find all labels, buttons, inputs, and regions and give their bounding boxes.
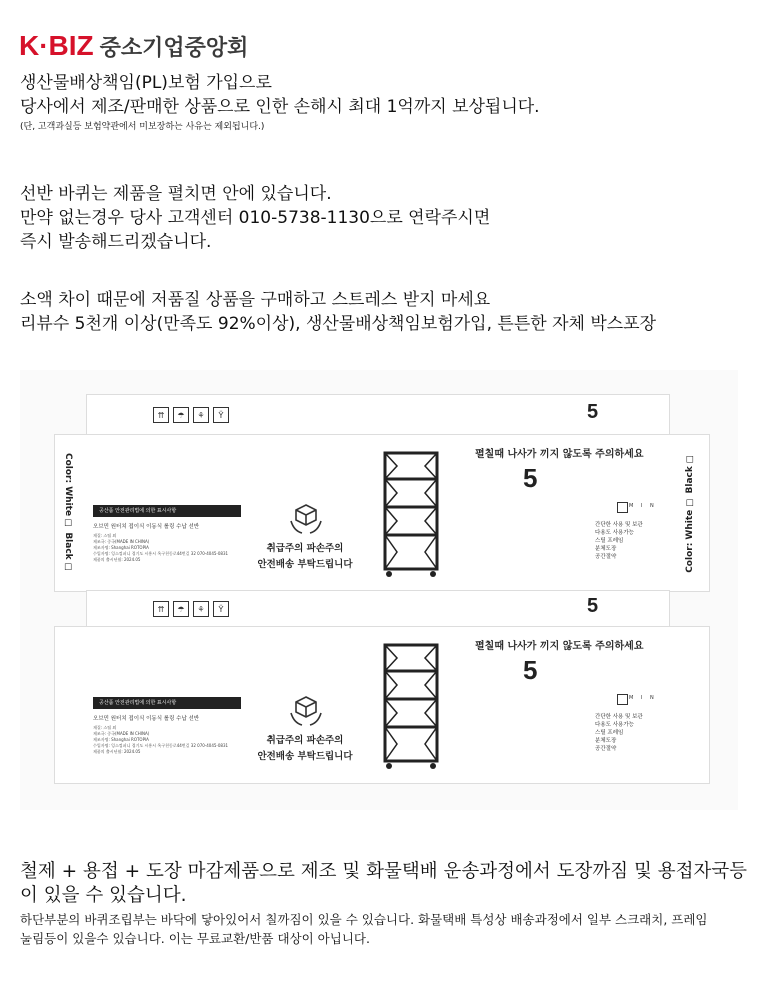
promo-line-1: 소액 차이 때문에 저품질 상품을 구매하고 스트레스 받지 마세요 [20,290,491,310]
label-line: 제조자명: Shanghai ROTOPIA [93,545,149,550]
brand-mark: M I N [629,503,657,509]
box-middle-flap [86,590,670,628]
promo-line-2: 리뷰수 5천개 이상(만족도 92%이상), 생산물배상책임보험가입, 튼튼한 자체 박스포장 [20,314,657,334]
feature-item: 스틸 프레임 [595,538,624,544]
box-top-flap [86,394,670,436]
bottom-line-1: 철제 + 용접 + 도장 마감제품으로 제조 및 화물택배 운송과정에서 도장까짐 및 용접자국등 [20,861,748,882]
label-line: 수입자명: 잉스컴퍼니 경기도 시흥시 옥구천동로44번길 32 070-4045-0831 [93,743,229,748]
pl-line-1: 생산물배상책임(PL)보험 가입으로 [20,73,272,93]
feature-item: 분체도장 [595,546,617,552]
brand-square-icon [617,694,628,705]
safety-label-head: 공산품 안전관리법에 의한 표시사항 [93,697,241,709]
caution-text [255,541,355,573]
brand-square-icon [617,502,628,513]
safety-label-title: 오브민 원터치 접이식 이동식 롤링 수납 선반 [93,716,200,722]
label-line: 제조자명: Shanghai ROTOPIA [93,737,149,742]
label-line: 재질: 스틸 외 [93,533,117,538]
box-number-middle: 5 [587,595,599,617]
bottom-line-3: 하단부분의 바퀴조립부는 바닥에 닿아있어서 칠까짐이 있을 수 있습니다. 화물택배 특성상 배송과정에서 일부 스크래치, 프레임 [20,912,708,927]
safety-label-title: 오브민 원터치 접이식 이동식 롤링 수납 선반 [93,524,200,530]
wheel-line-3: 즉시 발송해드리겠습니다. [20,232,212,252]
color-label-right: Color: White ☐ Black ☐ [685,453,695,573]
umbrella-icon: ☂ [173,601,189,617]
bottom-line-2: 이 있을 수 있습니다. [20,885,187,906]
pl-line-2: 당사에서 제조/판매한 상품으로 인한 손해시 최대 1억까지 보상됩니다. [20,97,540,117]
feature-item: 간단한 사용 및 보관 [595,522,643,528]
label-line: 제품의 출시년월: 2024.05 [93,557,141,562]
warning-text-2: 펼칠때 나사가 끼지 않도록 주의하세요 [475,641,644,652]
fragile-hands-icon [288,693,324,729]
logo-subtitle: 중소기업중앙회 [99,35,249,61]
warning-text: 펼칠때 나사가 끼지 않도록 주의하세요 [475,449,644,460]
up-arrows-icon: ⇈ [153,601,169,617]
kbiz-logo [19,30,248,62]
caution-line-1: 취급주의 파손주의 [266,735,344,746]
safety-label-2 [93,697,241,755]
feature-item: 분체도장 [595,738,617,744]
logo-brand: K·BIZ [19,30,94,61]
safety-label-head: 공산품 안전관리법에 의한 표시사항 [93,505,241,517]
pl-note: (단, 고객과실등 보험약관에서 미보장하는 사유는 제외됩니다.) [20,122,265,132]
fragile-icon: ⚘ [193,407,209,423]
wheel-line-2: 만약 없는경우 당사 고객센터 010-5738-1130으로 연락주시면 [20,208,491,228]
color-label-left: Color: White ☐ Black ☐ [63,453,73,573]
box-number-top: 5 [587,401,599,423]
feature-item: 간단한 사용 및 보관 [595,714,643,720]
caution-line-2: 안전배송 부탁드립니다 [257,751,353,762]
glass-icon: Ÿ [213,407,229,423]
box-panel-2 [54,626,710,784]
feature-item: 공간절약 [595,554,617,560]
handling-icons-2 [153,601,229,617]
box-number-main: 5 [523,463,538,493]
brand-mark: M I N [629,695,657,701]
fragile-hands-icon [288,501,324,537]
shelf-illustration [377,449,447,579]
label-line: 제조국: 중국(MADE IN CHINA) [93,731,150,736]
label-line: 제품의 출시년월: 2024.05 [93,749,141,754]
wheel-line-1: 선반 바퀴는 제품을 펼치면 안에 있습니다. [20,184,332,204]
glass-icon: Ÿ [213,601,229,617]
feature-item: 다용도 사용가능 [595,722,634,728]
feature-list [595,521,643,561]
label-line: 재질: 스틸 외 [93,725,117,730]
box-panel-1 [54,434,710,592]
caution-text-2 [255,733,355,765]
feature-item: 스틸 프레임 [595,730,624,736]
feature-item: 다용도 사용가능 [595,530,634,536]
shelf-illustration [377,641,447,771]
box-illustration [20,370,738,810]
label-line: 제조국: 중국(MADE IN CHINA) [93,539,150,544]
label-line: 수입자명: 잉스컴퍼니 경기도 시흥시 옥구천동로44번길 32 070-4045-0831 [93,551,229,556]
up-arrows-icon: ⇈ [153,407,169,423]
box-number-main-2: 5 [523,655,538,685]
caution-line-2: 안전배송 부탁드립니다 [257,559,353,570]
feature-item: 공간절약 [595,746,617,752]
caution-line-1: 취급주의 파손주의 [266,543,344,554]
safety-label [93,505,241,563]
bottom-line-4: 눌림등이 있을수 있습니다. 이는 무료교환/반품 대상이 아닙니다. [20,931,370,946]
handling-icons [153,407,229,423]
feature-list-2 [595,713,643,753]
umbrella-icon: ☂ [173,407,189,423]
fragile-icon: ⚘ [193,601,209,617]
